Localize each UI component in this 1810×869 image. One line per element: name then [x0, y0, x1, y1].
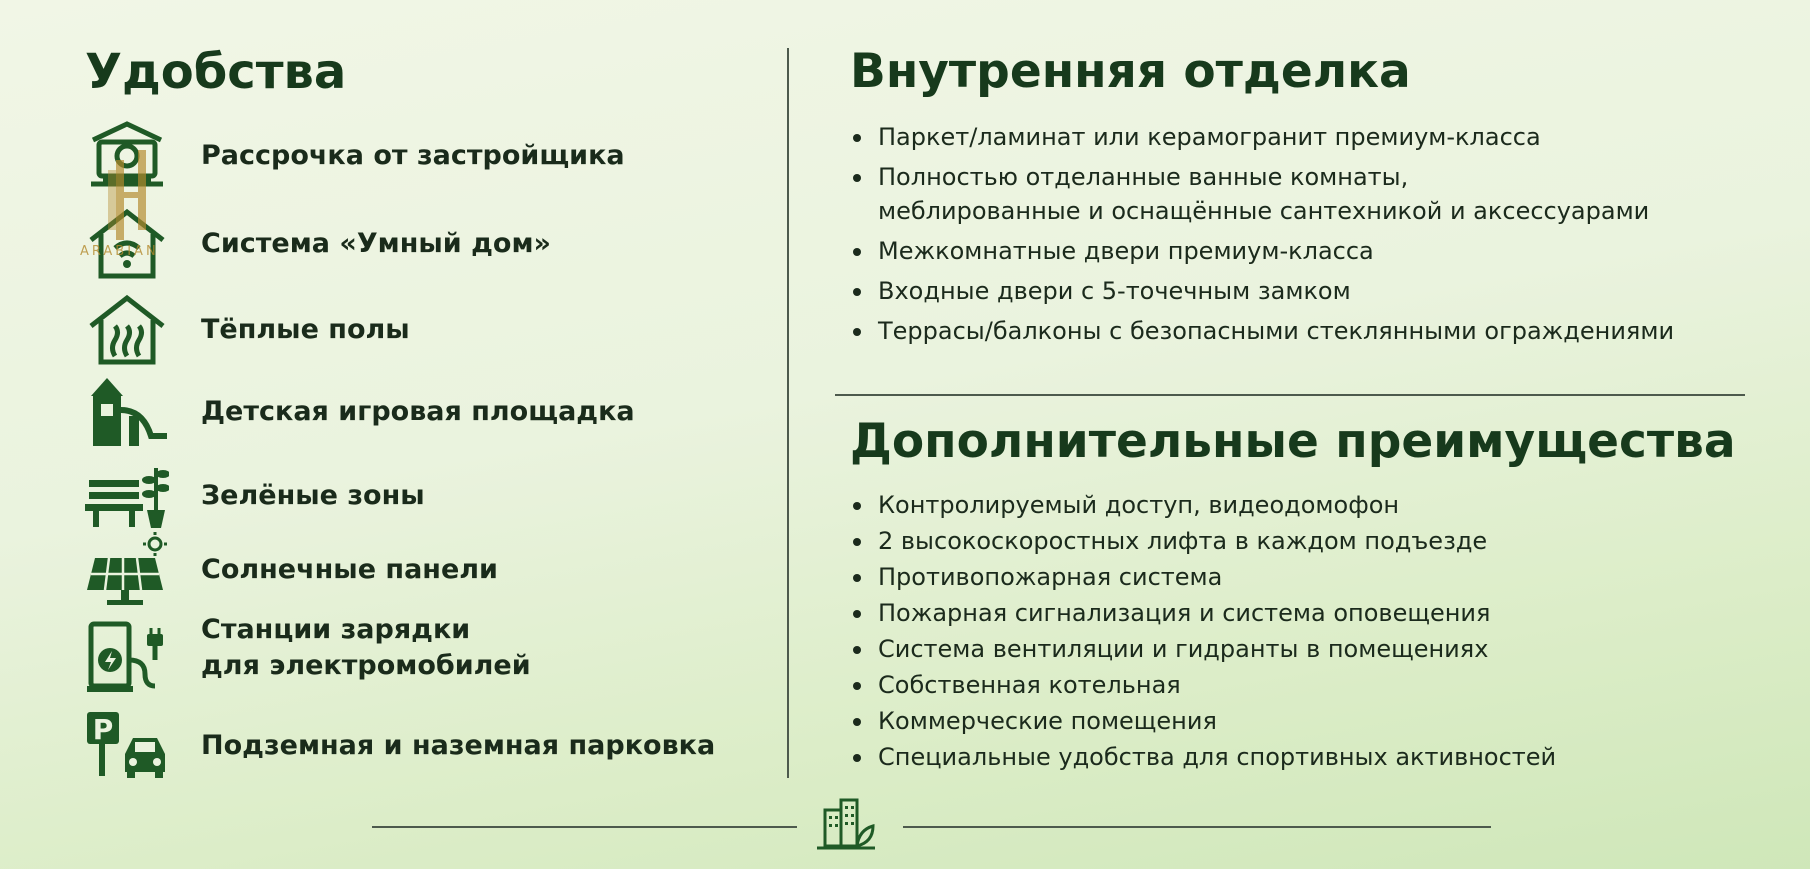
extras-item: Система вентиляции и гидранты в помещениях — [850, 634, 1770, 664]
playground-icon — [85, 374, 169, 450]
extras-section — [850, 410, 1770, 778]
finishing-item: Террасы/балконы с безопасными стеклянными ограждениями — [850, 314, 1770, 348]
amenities-section — [85, 40, 765, 104]
amenity-item-parking — [85, 708, 716, 784]
footer-line-right — [903, 826, 1491, 828]
watermark-text: ARABIAN — [80, 244, 159, 259]
extras-item: Противопожарная система — [850, 562, 1770, 592]
amenity-label: Солнечные панели — [201, 554, 498, 585]
parking-icon — [85, 708, 169, 784]
amenity-item-playground — [85, 374, 635, 450]
amenity-label: Детская игровая площадка — [201, 396, 635, 427]
extras-item: Специальные удобства для спортивных активностей — [850, 742, 1770, 772]
amenity-label: Подземная и наземная парковка — [201, 730, 716, 761]
vertical-divider — [787, 48, 789, 778]
finishing-item: Входные двери с 5-точечным замком — [850, 274, 1770, 308]
amenity-label-line2: для электромобилей — [201, 650, 531, 681]
extras-title: Дополнительные преимущества — [850, 414, 1736, 469]
amenity-label: Тёплые полы — [201, 314, 410, 345]
extras-item: Контролируемый доступ, видеодомофон — [850, 490, 1770, 520]
finishing-item-line2: меблированные и оснащённые сантехникой и аксессуарами — [878, 197, 1650, 225]
finishing-item: Паркет/ламинат или керамогранит премиум-класса — [850, 120, 1770, 154]
extras-item: Собственная котельная — [850, 670, 1770, 700]
solar-panel-icon — [85, 532, 169, 608]
horizontal-divider — [835, 394, 1745, 396]
bench-plant-icon — [85, 458, 169, 534]
extras-item: Пожарная сигнализация и система оповещения — [850, 598, 1770, 628]
footer-line-left — [372, 826, 797, 828]
finishing-title: Внутренняя отделка — [850, 44, 1411, 99]
finishing-item — [850, 160, 1770, 228]
extras-item: Коммерческие помещения — [850, 706, 1770, 736]
amenity-label: Рассрочка от застройщика — [201, 140, 625, 171]
amenities-title: Удобства — [85, 44, 347, 100]
amenity-item-solar — [85, 532, 498, 608]
finishing-item: Межкомнатные двери премиум-класса — [850, 234, 1770, 268]
amenity-item-heated-floor — [85, 292, 410, 368]
amenity-label: Станции зарядки — [201, 614, 471, 645]
extras-item: 2 высокоскоростных лифта в каждом подъезде — [850, 526, 1770, 556]
svg-text:P: P — [92, 713, 114, 746]
amenity-label: Система «Умный дом» — [201, 228, 551, 259]
amenity-item-ev-charging — [85, 614, 531, 696]
extras-list — [850, 490, 1770, 772]
finishing-section — [850, 40, 1770, 354]
ev-charger-icon — [85, 620, 169, 696]
finishing-list — [850, 120, 1770, 348]
building-leaf-icon — [815, 796, 877, 852]
heated-floor-icon — [85, 292, 169, 368]
finishing-item-line1: Полностью отделанные ванные комнаты, — [878, 163, 1409, 191]
amenity-label: Зелёные зоны — [201, 480, 425, 511]
amenity-item-green-zones — [85, 458, 425, 534]
